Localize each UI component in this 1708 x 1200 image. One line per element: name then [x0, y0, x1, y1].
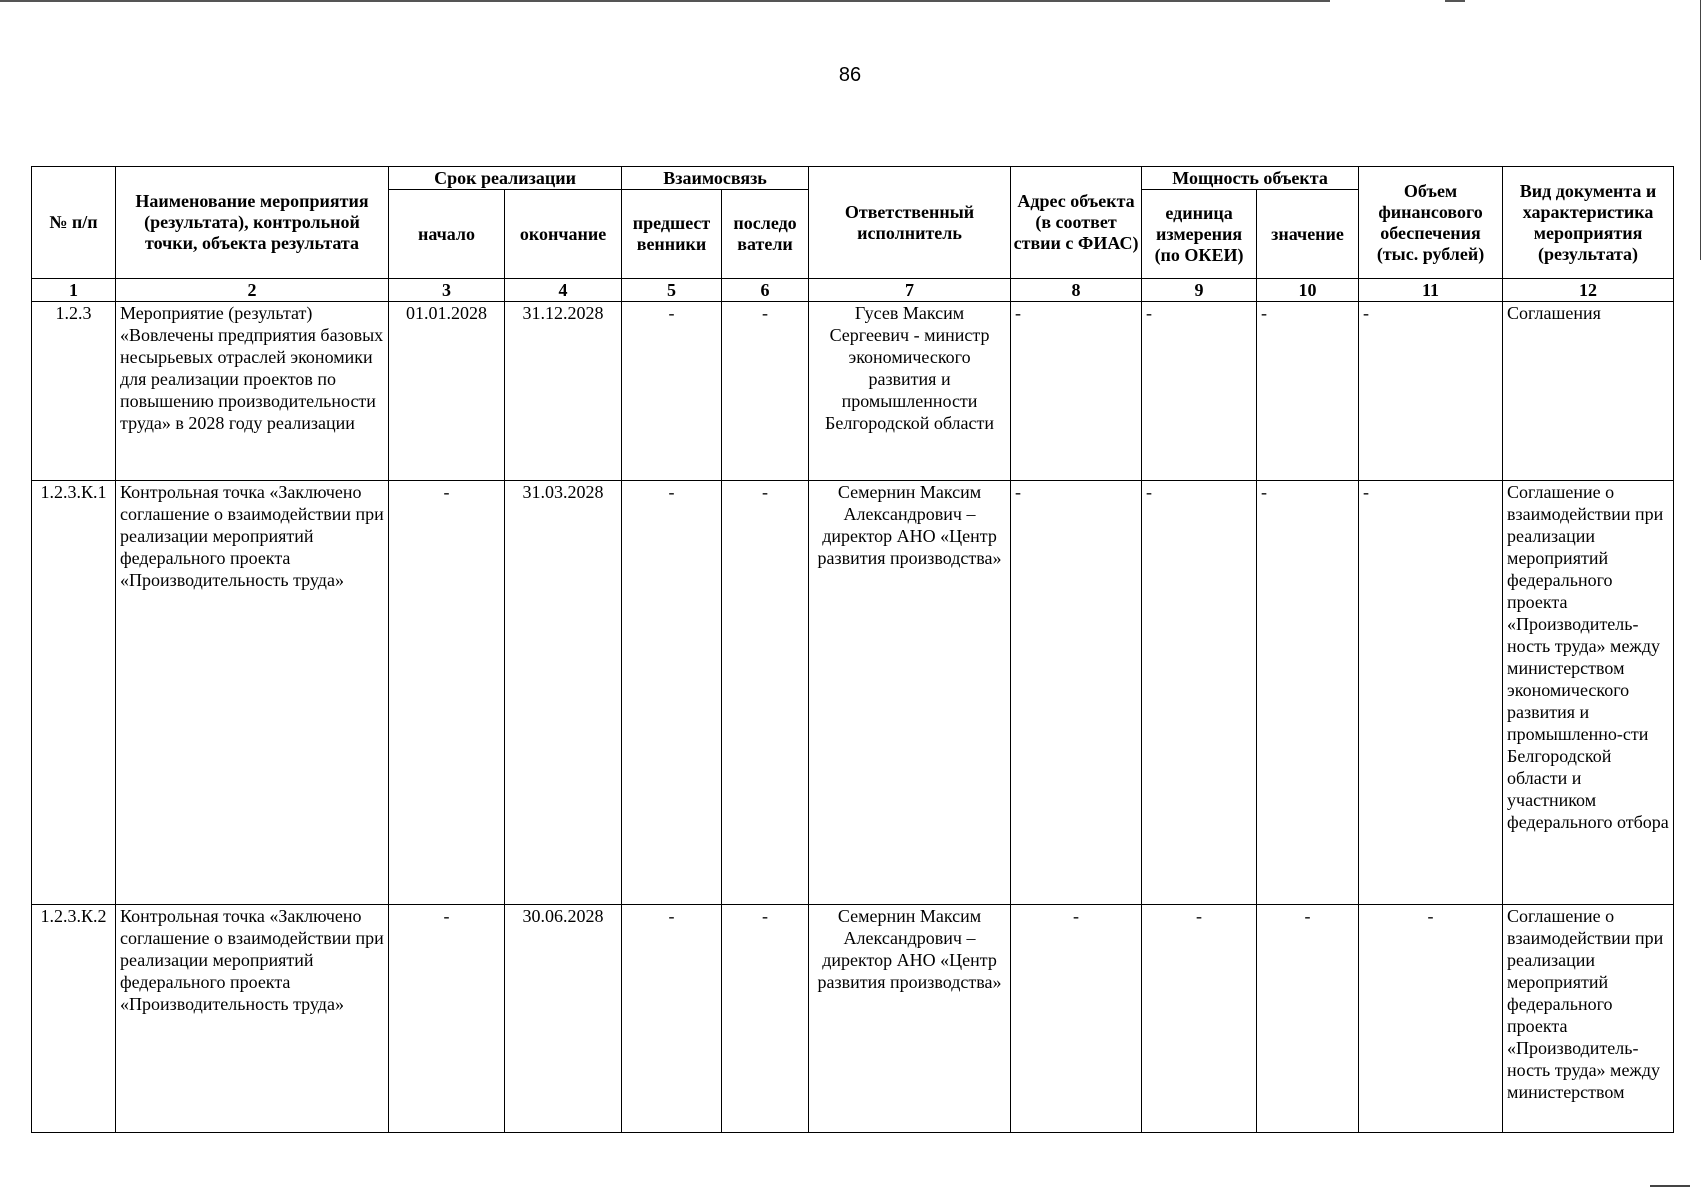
row-unit: - [1142, 905, 1257, 1133]
header-unit: единица измерения (по ОКЕИ) [1142, 190, 1257, 279]
row-successors: - [722, 905, 809, 1133]
table-row [32, 302, 1674, 481]
page-number: 86 [838, 64, 862, 86]
row-value: - [1257, 905, 1359, 1133]
row-end: 30.06.2028 [505, 905, 622, 1133]
row-num: 1.2.3 [32, 302, 116, 481]
scan-corner-mark [1650, 1185, 1690, 1187]
row-address: - [1011, 302, 1142, 481]
row-successors: - [722, 302, 809, 481]
row-finance: - [1359, 905, 1503, 1133]
column-number: 7 [809, 279, 1011, 302]
row-start: - [389, 481, 505, 905]
header-num: № п/п [32, 167, 116, 279]
header-value: значение [1257, 190, 1359, 279]
row-name: Мероприятие (результат) «Вовлечены предприятия базовых несырьевых отраслей экономики для реализации проектов по повышению производительности труда» в 2028 году реализации [116, 302, 389, 481]
scan-top-edge-fragment [1445, 0, 1465, 2]
row-predecessors: - [622, 905, 722, 1133]
header-predecessors: предшест венники [622, 190, 722, 279]
scan-top-edge [0, 0, 1330, 2]
column-number: 10 [1257, 279, 1359, 302]
header-relation: Взаимосвязь [622, 167, 809, 190]
column-number: 8 [1011, 279, 1142, 302]
header-row-1 [32, 167, 1674, 190]
header-name: Наименование мероприятия (результата), контрольной точки, объекта результата [116, 167, 389, 279]
column-number: 12 [1503, 279, 1674, 302]
row-predecessors: - [622, 302, 722, 481]
header-start: начало [389, 190, 505, 279]
table-row [32, 905, 1674, 1133]
row-unit: - [1142, 481, 1257, 905]
row-predecessors: - [622, 481, 722, 905]
row-responsible: Семернин Максим Александрович – директор АНО «Центр развития производства» [809, 905, 1011, 1133]
header-capacity: Мощность объекта [1142, 167, 1359, 190]
column-number: 9 [1142, 279, 1257, 302]
column-number: 6 [722, 279, 809, 302]
row-doc: Соглашения [1503, 302, 1674, 481]
row-address: - [1011, 481, 1142, 905]
row-responsible: Гусев Максим Сергеевич - министр экономического развития и промышленности Белгородской области [809, 302, 1011, 481]
scan-right-edge [1700, 0, 1701, 260]
row-end: 31.12.2028 [505, 302, 622, 481]
column-number: 4 [505, 279, 622, 302]
column-number: 1 [32, 279, 116, 302]
row-num: 1.2.3.К.2 [32, 905, 116, 1133]
row-value: - [1257, 481, 1359, 905]
header-responsible: Ответственный исполнитель [809, 167, 1011, 279]
header-address: Адрес объекта (в соответ ствии с ФИАС) [1011, 167, 1142, 279]
header-finance: Объем финансового обеспечения (тыс. рублей) [1359, 167, 1503, 279]
row-start: - [389, 905, 505, 1133]
header-term: Срок реализации [389, 167, 622, 190]
row-successors: - [722, 481, 809, 905]
column-number: 5 [622, 279, 722, 302]
row-start: 01.01.2028 [389, 302, 505, 481]
column-number: 3 [389, 279, 505, 302]
column-numbers-row [32, 279, 1674, 302]
column-number: 2 [116, 279, 389, 302]
header-doc: Вид документа и характеристика мероприятия (результата) [1503, 167, 1674, 279]
header-end: окончание [505, 190, 622, 279]
plan-table [31, 166, 1674, 1133]
header-successors: последо ватели [722, 190, 809, 279]
row-finance: - [1359, 302, 1503, 481]
row-finance: - [1359, 481, 1503, 905]
row-num: 1.2.3.К.1 [32, 481, 116, 905]
row-doc: Соглашение о взаимодействии при реализации мероприятий федерального проекта «Производитель-ность труда» между министерством [1503, 905, 1674, 1133]
row-responsible: Семернин Максим Александрович – директор АНО «Центр развития производства» [809, 481, 1011, 905]
row-unit: - [1142, 302, 1257, 481]
column-number: 11 [1359, 279, 1503, 302]
row-address: - [1011, 905, 1142, 1133]
row-name: Контрольная точка «Заключено соглашение о взаимодействии при реализации мероприятий федерального проекта «Производительность труда» [116, 905, 389, 1133]
row-end: 31.03.2028 [505, 481, 622, 905]
row-doc: Соглашение о взаимодействии при реализации мероприятий федерального проекта «Производитель-ность труда» между министерством экономического развития и промышленно-сти Белгородской области и участником федерального отбора [1503, 481, 1674, 905]
row-name: Контрольная точка «Заключено соглашение о взаимодействии при реализации мероприятий федерального проекта «Производительность труда» [116, 481, 389, 905]
row-value: - [1257, 302, 1359, 481]
table-row [32, 481, 1674, 905]
